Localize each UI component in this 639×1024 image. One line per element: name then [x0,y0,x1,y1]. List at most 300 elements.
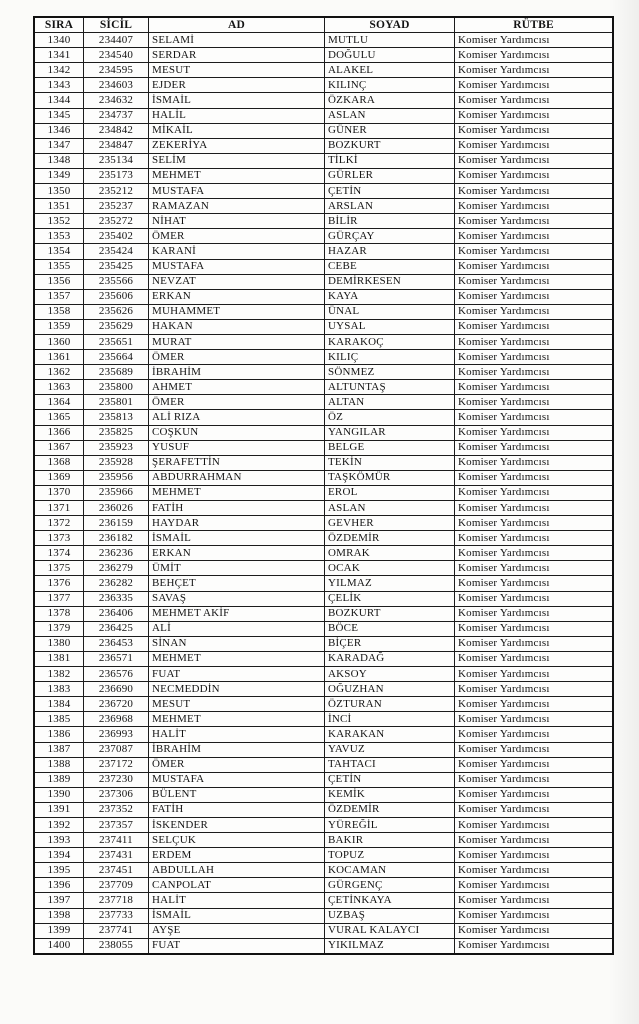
table-row [34,33,613,48]
cell-sira: 1374 [34,546,84,561]
cell-ad: HAKAN [149,319,325,334]
cell-rutbe: Komiser Yardımcısı [455,697,614,712]
cell-soyad: BAKIR [325,833,455,848]
table-row [34,878,613,893]
cell-ad: RAMAZAN [149,199,325,214]
cell-soyad: BELGE [325,440,455,455]
cell-soyad: TAHTACI [325,757,455,772]
table-row [34,168,613,183]
cell-soyad: KEMİK [325,787,455,802]
cell-sicil: 237718 [84,893,149,908]
table-row [34,93,613,108]
cell-soyad: TEKİN [325,455,455,470]
cell-rutbe: Komiser Yardımcısı [455,833,614,848]
cell-rutbe: Komiser Yardımcısı [455,576,614,591]
cell-sicil: 236182 [84,531,149,546]
table-row [34,455,613,470]
table-row [34,516,613,531]
cell-sira: 1363 [34,380,84,395]
cell-soyad: BİLİR [325,214,455,229]
cell-sira: 1361 [34,350,84,365]
cell-sira: 1371 [34,501,84,516]
cell-sicil: 235425 [84,259,149,274]
cell-rutbe: Komiser Yardımcısı [455,229,614,244]
cell-sicil: 236279 [84,561,149,576]
cell-sicil: 236406 [84,606,149,621]
cell-sicil: 235272 [84,214,149,229]
cell-sira: 1357 [34,289,84,304]
cell-ad: ÜMİT [149,561,325,576]
cell-ad: COŞKUN [149,425,325,440]
cell-sicil: 235626 [84,304,149,319]
table-row [34,833,613,848]
cell-rutbe: Komiser Yardımcısı [455,908,614,923]
cell-sira: 1392 [34,817,84,832]
cell-sicil: 235825 [84,425,149,440]
cell-sicil: 236425 [84,621,149,636]
cell-ad: ÖMER [149,350,325,365]
cell-rutbe: Komiser Yardımcısı [455,742,614,757]
cell-sira: 1378 [34,606,84,621]
cell-rutbe: Komiser Yardımcısı [455,93,614,108]
cell-sicil: 236236 [84,546,149,561]
cell-ad: ALİ RIZA [149,410,325,425]
table-row [34,546,613,561]
cell-rutbe: Komiser Yardımcısı [455,817,614,832]
cell-sicil: 235651 [84,334,149,349]
cell-rutbe: Komiser Yardımcısı [455,395,614,410]
cell-ad: MUSTAFA [149,259,325,274]
table-row [34,274,613,289]
cell-sira: 1372 [34,516,84,531]
cell-rutbe: Komiser Yardımcısı [455,651,614,666]
cell-ad: HAYDAR [149,516,325,531]
cell-ad: HALİT [149,893,325,908]
cell-soyad: SÖNMEZ [325,365,455,380]
column-header-sicil: SİCİL [84,17,149,33]
cell-soyad: VURAL KALAYCI [325,923,455,938]
cell-sicil: 235212 [84,184,149,199]
cell-sira: 1355 [34,259,84,274]
cell-ad: BÜLENT [149,787,325,802]
header-row [34,17,613,33]
table-row [34,651,613,666]
cell-soyad: GÜRÇAY [325,229,455,244]
cell-rutbe: Komiser Yardımcısı [455,33,614,48]
cell-rutbe: Komiser Yardımcısı [455,606,614,621]
table-row [34,123,613,138]
cell-soyad: KOCAMAN [325,863,455,878]
cell-sira: 1382 [34,667,84,682]
cell-rutbe: Komiser Yardımcısı [455,440,614,455]
cell-sicil: 235134 [84,153,149,168]
cell-sicil: 237357 [84,817,149,832]
cell-rutbe: Komiser Yardımcısı [455,455,614,470]
cell-ad: ÖMER [149,229,325,244]
cell-sicil: 237741 [84,923,149,938]
cell-rutbe: Komiser Yardımcısı [455,168,614,183]
cell-ad: HALİL [149,108,325,123]
cell-rutbe: Komiser Yardımcısı [455,591,614,606]
cell-rutbe: Komiser Yardımcısı [455,757,614,772]
cell-ad: KARANİ [149,244,325,259]
cell-rutbe: Komiser Yardımcısı [455,214,614,229]
cell-sira: 1390 [34,787,84,802]
cell-soyad: YAVUZ [325,742,455,757]
cell-soyad: ÖZ [325,410,455,425]
table-row [34,802,613,817]
cell-rutbe: Komiser Yardımcısı [455,244,614,259]
cell-ad: MEHMET [149,712,325,727]
cell-soyad: KARAKOÇ [325,334,455,349]
cell-sicil: 235424 [84,244,149,259]
cell-soyad: UZBAŞ [325,908,455,923]
cell-rutbe: Komiser Yardımcısı [455,878,614,893]
cell-ad: MUSTAFA [149,772,325,787]
cell-soyad: BÖCE [325,621,455,636]
cell-sira: 1383 [34,682,84,697]
cell-soyad: GEVHER [325,516,455,531]
table-row [34,153,613,168]
cell-sira: 1376 [34,576,84,591]
table-row [34,380,613,395]
cell-sicil: 237709 [84,878,149,893]
cell-soyad: YANGILAR [325,425,455,440]
cell-sicil: 235813 [84,410,149,425]
cell-rutbe: Komiser Yardımcısı [455,938,614,954]
cell-rutbe: Komiser Yardımcısı [455,199,614,214]
table-row [34,923,613,938]
cell-soyad: KILINÇ [325,78,455,93]
cell-ad: ERKAN [149,289,325,304]
cell-sira: 1347 [34,138,84,153]
cell-rutbe: Komiser Yardımcısı [455,410,614,425]
cell-ad: ALİ [149,621,325,636]
cell-ad: MESUT [149,697,325,712]
cell-sira: 1349 [34,168,84,183]
cell-ad: CANPOLAT [149,878,325,893]
cell-sicil: 236993 [84,727,149,742]
table-row [34,606,613,621]
table-row [34,742,613,757]
cell-soyad: BİÇER [325,636,455,651]
cell-rutbe: Komiser Yardımcısı [455,380,614,395]
cell-rutbe: Komiser Yardımcısı [455,863,614,878]
cell-soyad: DOĞULU [325,48,455,63]
cell-soyad: ÇETİNKAYA [325,893,455,908]
column-header-rutbe: RÜTBE [455,17,614,33]
cell-ad: MUSTAFA [149,184,325,199]
cell-soyad: ÖZDEMİR [325,802,455,817]
table-row [34,304,613,319]
cell-sira: 1379 [34,621,84,636]
cell-rutbe: Komiser Yardımcısı [455,78,614,93]
cell-sicil: 238055 [84,938,149,954]
cell-rutbe: Komiser Yardımcısı [455,274,614,289]
cell-sicil: 234595 [84,63,149,78]
cell-ad: AYŞE [149,923,325,938]
cell-rutbe: Komiser Yardımcısı [455,621,614,636]
cell-rutbe: Komiser Yardımcısı [455,516,614,531]
cell-sicil: 236571 [84,651,149,666]
table-row [34,591,613,606]
table-row [34,697,613,712]
cell-rutbe: Komiser Yardımcısı [455,787,614,802]
cell-soyad: MUTLU [325,33,455,48]
cell-sicil: 236282 [84,576,149,591]
table-row [34,289,613,304]
cell-rutbe: Komiser Yardımcısı [455,682,614,697]
cell-soyad: ALTAN [325,395,455,410]
table-row [34,259,613,274]
cell-ad: İSMAİL [149,908,325,923]
cell-sicil: 235928 [84,455,149,470]
cell-ad: AHMET [149,380,325,395]
cell-sira: 1386 [34,727,84,742]
cell-rutbe: Komiser Yardımcısı [455,893,614,908]
cell-soyad: OCAK [325,561,455,576]
cell-ad: NİHAT [149,214,325,229]
table-row [34,712,613,727]
table-row [34,334,613,349]
cell-rutbe: Komiser Yardımcısı [455,48,614,63]
cell-sira: 1343 [34,78,84,93]
column-header-ad: AD [149,17,325,33]
cell-ad: İSMAİL [149,93,325,108]
cell-ad: ABDURRAHMAN [149,470,325,485]
table-row [34,667,613,682]
cell-soyad: KILIÇ [325,350,455,365]
cell-sira: 1340 [34,33,84,48]
table-row [34,757,613,772]
cell-ad: FATİH [149,501,325,516]
cell-sira: 1393 [34,833,84,848]
cell-sicil: 236159 [84,516,149,531]
cell-sicil: 235606 [84,289,149,304]
cell-sicil: 234540 [84,48,149,63]
cell-sira: 1394 [34,848,84,863]
cell-sira: 1399 [34,923,84,938]
table-row [34,48,613,63]
cell-rutbe: Komiser Yardımcısı [455,546,614,561]
cell-ad: İBRAHİM [149,742,325,757]
cell-soyad: ÇELİK [325,591,455,606]
scanned-document-page [33,16,614,955]
cell-rutbe: Komiser Yardımcısı [455,531,614,546]
table-row [34,787,613,802]
cell-rutbe: Komiser Yardımcısı [455,365,614,380]
table-row [34,199,613,214]
cell-ad: ZEKERİYA [149,138,325,153]
cell-soyad: YILMAZ [325,576,455,591]
table-row [34,908,613,923]
table-row [34,108,613,123]
cell-rutbe: Komiser Yardımcısı [455,334,614,349]
cell-soyad: AKSOY [325,667,455,682]
cell-rutbe: Komiser Yardımcısı [455,636,614,651]
cell-rutbe: Komiser Yardımcısı [455,319,614,334]
cell-rutbe: Komiser Yardımcısı [455,727,614,742]
cell-ad: ÖMER [149,757,325,772]
cell-soyad: OMRAK [325,546,455,561]
cell-soyad: TOPUZ [325,848,455,863]
cell-soyad: ÇETİN [325,772,455,787]
cell-ad: BEHÇET [149,576,325,591]
cell-sicil: 236026 [84,501,149,516]
cell-sira: 1385 [34,712,84,727]
cell-sicil: 235966 [84,485,149,500]
table-row [34,576,613,591]
table-row [34,395,613,410]
cell-ad: NEVZAT [149,274,325,289]
cell-sicil: 236720 [84,697,149,712]
cell-rutbe: Komiser Yardımcısı [455,802,614,817]
cell-sicil: 237431 [84,848,149,863]
cell-sicil: 235566 [84,274,149,289]
cell-sira: 1365 [34,410,84,425]
cell-ad: SAVAŞ [149,591,325,606]
cell-sicil: 236690 [84,682,149,697]
cell-ad: SİNAN [149,636,325,651]
cell-sicil: 235923 [84,440,149,455]
cell-sira: 1350 [34,184,84,199]
table-row [34,350,613,365]
cell-sicil: 237451 [84,863,149,878]
cell-soyad: GÜRLER [325,168,455,183]
cell-sira: 1353 [34,229,84,244]
cell-sira: 1368 [34,455,84,470]
table-row [34,214,613,229]
cell-soyad: TİLKİ [325,153,455,168]
column-header-sira: SIRA [34,17,84,33]
cell-sira: 1366 [34,425,84,440]
cell-ad: ERKAN [149,546,325,561]
cell-soyad: EROL [325,485,455,500]
cell-soyad: ÇETİN [325,184,455,199]
cell-sira: 1396 [34,878,84,893]
cell-rutbe: Komiser Yardımcısı [455,425,614,440]
cell-rutbe: Komiser Yardımcısı [455,923,614,938]
table-row [34,244,613,259]
cell-rutbe: Komiser Yardımcısı [455,501,614,516]
cell-rutbe: Komiser Yardımcısı [455,123,614,138]
cell-sicil: 237087 [84,742,149,757]
cell-sicil: 235664 [84,350,149,365]
cell-sira: 1369 [34,470,84,485]
cell-ad: FUAT [149,667,325,682]
cell-ad: HALİT [149,727,325,742]
cell-sira: 1364 [34,395,84,410]
cell-sicil: 235801 [84,395,149,410]
cell-rutbe: Komiser Yardımcısı [455,184,614,199]
cell-ad: SERDAR [149,48,325,63]
cell-rutbe: Komiser Yardımcısı [455,848,614,863]
cell-sira: 1395 [34,863,84,878]
cell-ad: YUSUF [149,440,325,455]
cell-rutbe: Komiser Yardımcısı [455,470,614,485]
cell-soyad: BOZKURT [325,138,455,153]
cell-sira: 1373 [34,531,84,546]
cell-sira: 1391 [34,802,84,817]
cell-sicil: 235237 [84,199,149,214]
cell-ad: MUHAMMET [149,304,325,319]
table-row [34,501,613,516]
cell-soyad: ALTUNTAŞ [325,380,455,395]
cell-rutbe: Komiser Yardımcısı [455,289,614,304]
cell-rutbe: Komiser Yardımcısı [455,259,614,274]
cell-rutbe: Komiser Yardımcısı [455,153,614,168]
cell-soyad: GÜNER [325,123,455,138]
cell-sicil: 234842 [84,123,149,138]
table-row [34,63,613,78]
cell-rutbe: Komiser Yardımcısı [455,350,614,365]
cell-sira: 1348 [34,153,84,168]
cell-sira: 1345 [34,108,84,123]
cell-soyad: HAZAR [325,244,455,259]
table-row [34,848,613,863]
cell-sira: 1367 [34,440,84,455]
cell-sicil: 237411 [84,833,149,848]
cell-ad: ERDEM [149,848,325,863]
table-header [34,17,613,33]
table-row [34,229,613,244]
cell-soyad: UYSAL [325,319,455,334]
cell-sicil: 237306 [84,787,149,802]
table-row [34,893,613,908]
cell-sira: 1351 [34,199,84,214]
cell-ad: MEHMET [149,168,325,183]
table-row [34,531,613,546]
table-row [34,682,613,697]
cell-ad: MEHMET AKİF [149,606,325,621]
cell-soyad: YIKILMAZ [325,938,455,954]
cell-rutbe: Komiser Yardımcısı [455,63,614,78]
cell-sira: 1384 [34,697,84,712]
cell-soyad: TAŞKÖMÜR [325,470,455,485]
cell-soyad: ÖZDEMİR [325,531,455,546]
cell-sicil: 237172 [84,757,149,772]
cell-sira: 1381 [34,651,84,666]
table-row [34,863,613,878]
cell-ad: İBRAHİM [149,365,325,380]
cell-sira: 1354 [34,244,84,259]
cell-sicil: 235689 [84,365,149,380]
table-row [34,410,613,425]
cell-soyad: ÖZTURAN [325,697,455,712]
cell-sicil: 234737 [84,108,149,123]
cell-soyad: KARADAĞ [325,651,455,666]
table-row [34,319,613,334]
cell-sicil: 237733 [84,908,149,923]
cell-ad: SELİM [149,153,325,168]
cell-soyad: BOZKURT [325,606,455,621]
cell-sira: 1352 [34,214,84,229]
cell-sicil: 235956 [84,470,149,485]
cell-rutbe: Komiser Yardımcısı [455,485,614,500]
cell-sira: 1370 [34,485,84,500]
cell-ad: SELÇUK [149,833,325,848]
cell-sicil: 234407 [84,33,149,48]
cell-sira: 1377 [34,591,84,606]
cell-ad: SELAMİ [149,33,325,48]
cell-sira: 1346 [34,123,84,138]
cell-ad: ŞERAFETTİN [149,455,325,470]
cell-soyad: İNCİ [325,712,455,727]
cell-ad: ÖMER [149,395,325,410]
cell-sira: 1342 [34,63,84,78]
cell-rutbe: Komiser Yardımcısı [455,304,614,319]
cell-rutbe: Komiser Yardımcısı [455,561,614,576]
